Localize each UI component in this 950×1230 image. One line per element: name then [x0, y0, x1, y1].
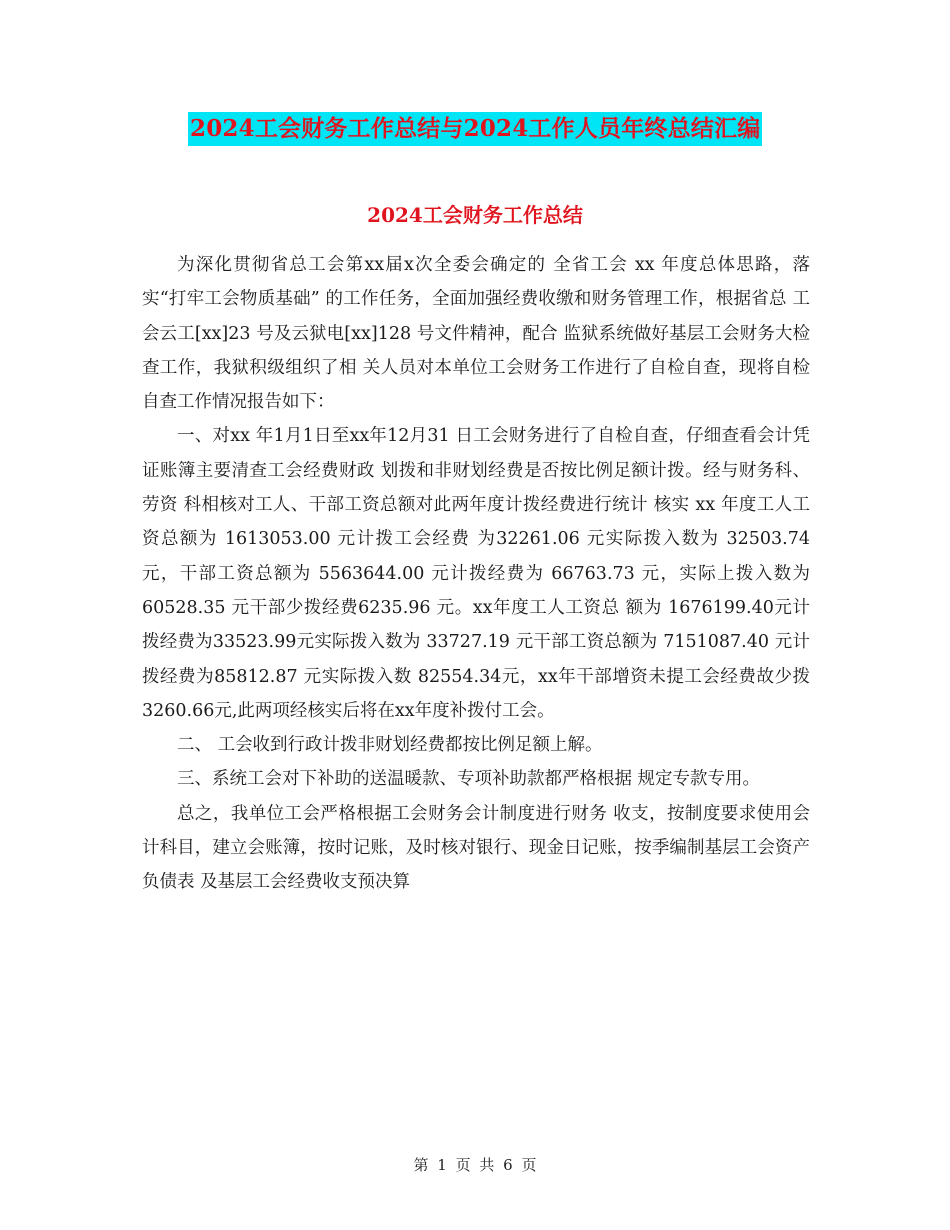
document-main-title: 2024工会财务工作总结与2024工作人员年终总结汇编	[188, 112, 762, 146]
body-paragraph: 一、对xx 年1月1日至xx年12月31 日工会财务进行了自检自查，仔细查看会计凭证账簿主要清查工会经费财政 划拨和非财划经费是否按比例足额计拨。经与财务科、劳资 科相核对工人、干部工资总额对此两年度计拨经费进行统计 核实 xx 年度工人工资总额为 1613053.00 元计拨工会经费 为32261.06 元实际拨入数为 32503.74 元，干部工资总额为 5563644.00 元计拨经费为 66763.73 元，实际上拨入数为 60528.35 元干部少拨经费6235.96 元。xx年度工人工资总 额为 1676199.40元计拨经费为33523.99元实际拨入数为 33727.19 元干部工资总额为 7151087.40 元计拨经费为85812.87 元实际拨入数 82554.34元，xx年干部增资未提工会经费故少拨3260.66元,此两项经核实后将在xx年度补拨付工会。	[142, 426, 810, 721]
body-paragraph: 二、 工会收到行政计拨非财划经费都按比例足额上解。	[177, 735, 603, 756]
document-body	[142, 248, 810, 900]
body-paragraph: 总之，我单位工会严格根据工会财务会计制度进行财务 收支，按制度要求使用会计科目，建立会账簿，按时记账，及时核对银行、现金日记账，按季编制基层工会资产负债表 及基层工会经费收支预决算	[142, 803, 810, 893]
section-title: 2024工会财务工作总结	[367, 203, 583, 227]
body-paragraph: 为深化贯彻省总工会第xx届x次全委会确定的 全省工会 xx 年度总体思路，落实“打牢工会物质基础” 的工作任务，全面加强经费收缴和财务管理工作，根据省总 工会云工[xx]23 号及云狱电[xx]128 号文件精神，配合 监狱系统做好基层工会财务大检查工作，我狱积级组织了相 关人员对本单位工会财务工作进行了自检自查，现将自检自查工作情况报告如下：	[142, 255, 810, 413]
page-number-footer: 第 1 页 共 6 页	[413, 1156, 537, 1174]
body-paragraph: 三、系统工会对下补助的送温暖款、专项补助款都严格根据 规定专款专用。	[177, 769, 761, 790]
